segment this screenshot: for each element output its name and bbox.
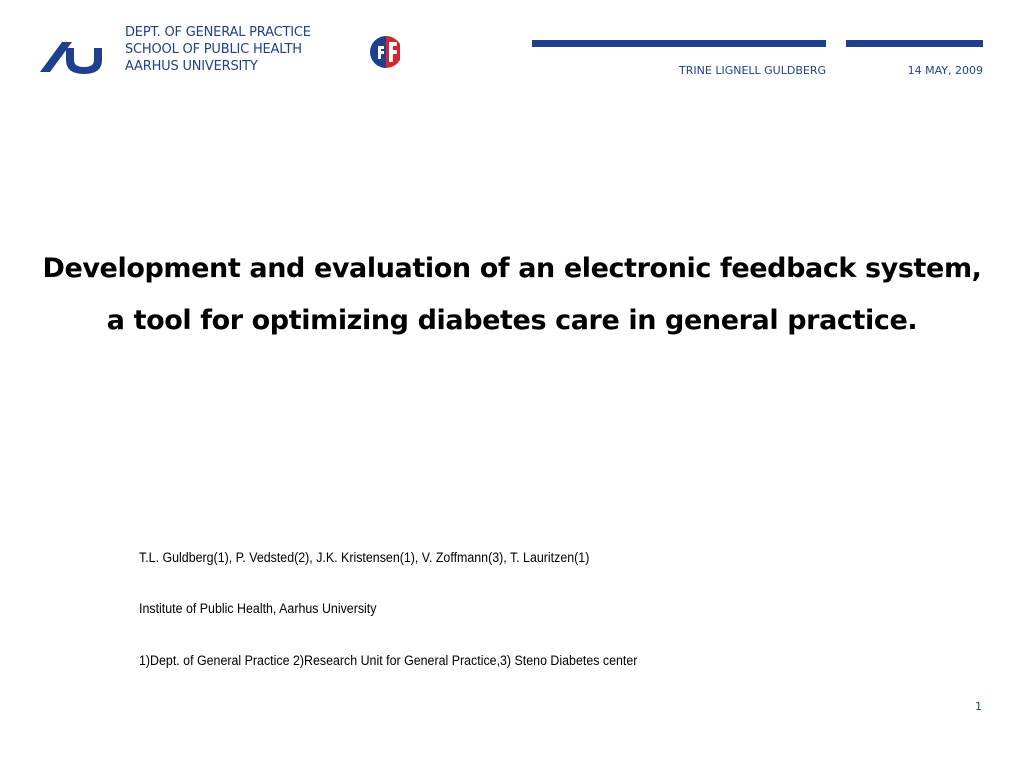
institution-name (125, 24, 311, 75)
author-list: T.L. Guldberg(1), P. Vedsted(2), J.K. Kristensen(1), V. Zoffmann(3), T. Lauritzen(1) (139, 550, 590, 565)
institution-line-department: DEPT. OF GENERAL PRACTICE (125, 25, 311, 40)
institute-line: Institute of Public Health, Aarhus University (139, 601, 377, 616)
page-number: 1 (975, 700, 982, 713)
header-bar-left (532, 40, 826, 47)
slide-title-line-2: a tool for optimizing diabetes care in general practice. (106, 305, 918, 336)
presentation-date: 14 MAY, 2009 (907, 64, 983, 77)
institution-line-university: AARHUS UNIVERSITY (125, 59, 258, 74)
slide-title (0, 243, 1024, 347)
partner-logo (368, 32, 400, 72)
presenter-name: TRINE LIGNELL GULDBERG (679, 64, 826, 77)
institution-line-school: SCHOOL OF PUBLIC HEALTH (125, 42, 302, 57)
header-bar-right (846, 40, 983, 47)
slide-title-line-1: Development and evaluation of an electronic feedback system, (42, 253, 982, 284)
aarhus-university-logo (40, 40, 108, 76)
affiliation-line: 1)Dept. of General Practice 2)Research Unit for General Practice,3) Steno Diabetes center (139, 653, 638, 668)
